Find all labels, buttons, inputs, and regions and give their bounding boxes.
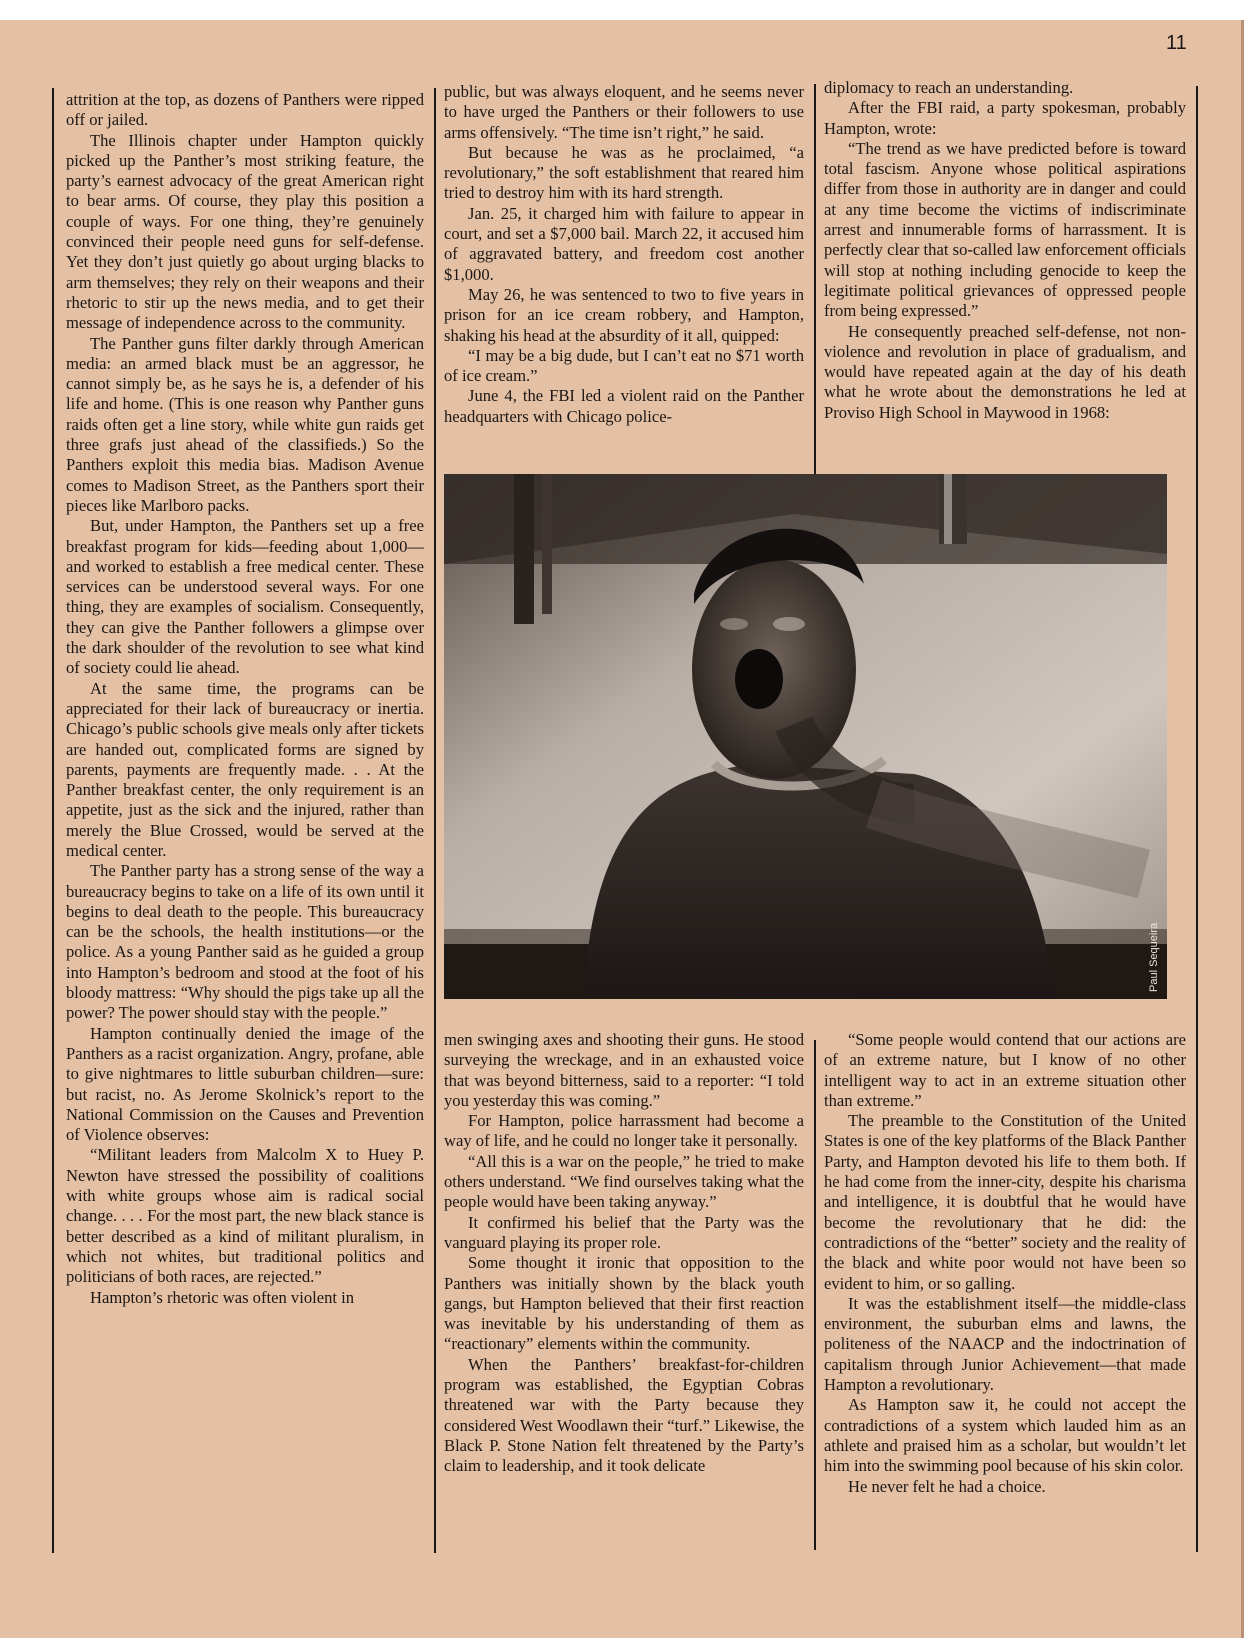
paragraph: attrition at the top, as dozens of Panthers were ripped off or jailed. (66, 90, 424, 130)
article-column-3-top (824, 78, 1186, 423)
paragraph: As Hampton saw it, he could not accept the contradictions of a system which lauded him as an athlete and praised him as a scholar, but wouldn’t let him into the swimming pool because of his skin color. (824, 1395, 1186, 1476)
paragraph: Hampton continually denied the image of the Panthers as a racist organization. Angry, profane, able to give nightmares to little suburban children—sure: but racist, no. As Jerome Skolnick’s report to the National Commission on the Causes and Prevention of Violence observes: (66, 1023, 424, 1145)
paragraph: “I may be a big dude, but I can’t eat no $71 worth of ice cream.” (444, 345, 804, 386)
article-photo (444, 474, 1167, 999)
paragraph: But because he was as he proclaimed, “a revolutionary,” the soft establishment that reared him tried to destroy him with its hard strength. (444, 142, 804, 203)
paragraph: He never felt he had a choice. (848, 1476, 1046, 1496)
paragraph: He consequently preached self-defense, not non-violence and revolution in place of gradualism, and would have repeated again at the day of his death what he wrote about the demonstrations he led at Proviso High School in Maywood in 1968: (824, 321, 1186, 422)
column-rule-1-2 (434, 88, 436, 1553)
paragraph: “The trend as we have predicted before is toward total fascism. Anyone whose political aspirations differ from those in authority are in danger and could at any time become the victims of indiscriminate arrest and innumerable forms of harrassment. It is perfectly clear that so-called law enforcement officials will stop at nothing including genocide to keep the legitimate political grievances of oppressed people from being expressed.” (824, 138, 1186, 321)
paragraph: Some thought it ironic that opposition to the Panthers was initially shown by the black youth gangs, but Hampton believed that their first reaction was inevitable by his understanding of them as “reactionary” elements within the community. (444, 1253, 804, 1354)
column-rule-right (1196, 86, 1198, 1552)
page-number: 11 (1166, 32, 1187, 54)
paragraph: Jan. 25, it charged him with failure to appear in court, and set a $7,000 bail. March 22, it accused him of aggravated battery, and freedom cost another $1,000. (444, 203, 804, 284)
photo-image (444, 474, 1167, 999)
paragraph: The preamble to the Constitution of the United States is one of the key platforms of the Black Panther Party, and Hampton devoted his life to them both. If he had come from the inner-city, despite his charisma and intelligence, it is doubtful that he would have become the revolutionary that he did: the contradictions of the “better” society and the reality of the black and white poor would not have been so evident to him, or so galling. (824, 1111, 1186, 1293)
paragraph: The Panther guns filter darkly through American media: an armed black must be an aggressor, he cannot simply be, as he says he is, a defender of his life and home. (This is one reason why Panther guns raids often get a line story, while white gun raids get three grafs just ahead of the classifieds.) So the Panthers exploit this media bias. Madison Avenue comes to Madison Street, as the Panthers sport their pieces like Marlboro packs. (66, 333, 424, 515)
paragraph: After the FBI raid, a party spokesman, probably Hampton, wrote: (824, 98, 1186, 138)
paragraph: At the same time, the programs can be appreciated for their lack of bureaucracy or inertia. Chicago’s public schools give meals only after tickets are handed out, complicated forms are signed by parents, payments are frequently made. . . At the Panther breakfast center, the only requirement is an appetite, just as the sick and the injured, rather than merely the Blue Crossed, would be served at the medical center. (66, 678, 424, 860)
paragraph: public, but was always eloquent, and he seems never to have urged the Panthers or their followers to use arms offensively. “The time isn’t right,” he said. (444, 82, 804, 142)
paragraph: May 26, he was sentenced to two to five years in prison for an ice cream robbery, and Hampton, shaking his head at the absurdity of it all, quipped: (444, 284, 804, 345)
paragraph: “Some people would contend that our actions are of an extreme nature, but I know of no other intelligent way to act in an extreme situation other than extreme.” (824, 1030, 1186, 1110)
column-rule-left (52, 88, 54, 1553)
paragraph: “Militant leaders from Malcolm X to Huey P. Newton have stressed the possibility of coalitions with white groups whose aim is radical social change. . . . For the most part, the new black stance is better described as a kind of militant pluralism, in which not whites, but traditional politics and politicians of both races, are rejected.” (66, 1145, 424, 1287)
paragraph: Hampton’s rhetoric was often violent in (90, 1287, 355, 1307)
column-rule-2-3-bottom (814, 1040, 816, 1550)
paragraph: diplomacy to reach an understanding. (824, 78, 1074, 97)
article-column-2-top (444, 82, 804, 427)
paragraph: The Panther party has a strong sense of the way a bureaucracy begins to take on a life of its own until it begins to deal death to the people. This bureaucracy can be the schools, the health institutions—or the police. As a young Panther said as he guided a group into Hampton’s bedroom and stood at the foot of his bloody mattress: “Why should the pigs take up all the power? The power should stay with the people.” (66, 861, 424, 1023)
article-column-3-bottom (824, 1030, 1186, 1497)
paragraph: But, under Hampton, the Panthers set up a free breakfast program for kids—feeding about 1,000—and worked to establish a free medical center. These services can be understood several ways. For one thing, they are examples of socialism. Consequently, they can give the Panther followers a glimpse over the dark shoulder of the revolution to see what kind of society could lie ahead. (66, 516, 424, 678)
paragraph: “All this is a war on the people,” he tried to make others understand. “We find ourselves taking what the people would have been taking anyway.” (444, 1151, 804, 1212)
article-column-2-bottom (444, 1030, 804, 1477)
photo-credit: Paul Sequeira (1148, 922, 1160, 992)
paragraph: When the Panthers’ breakfast-for-children program was established, the Egyptian Cobras threatened war with the Party because they considered West Woodlawn their “turf.” Likewise, the Black P. Stone Nation felt threatened by the Party’s claim to leadership, and it took delicate (444, 1354, 804, 1476)
paragraph: June 4, the FBI led a violent raid on the Panther headquarters with Chicago police- (444, 386, 804, 426)
paragraph: It confirmed his belief that the Party was the vanguard playing its proper role. (444, 1212, 804, 1252)
column-rule-2-3-top (814, 84, 816, 476)
paragraph: men swinging axes and shooting their guns. He stood surveying the wreckage, and in an exhausted voice that was beyond bitterness, said to a reporter: “I told you yesterday this was coming.” (444, 1030, 804, 1110)
paragraph: It was the establishment itself—the middle-class environment, the suburban elms and lawns, the politeness of the NAACP and the indoctrination of capitalism through Junior Achievement—that made Hampton a revolutionary. (824, 1293, 1186, 1395)
article-column-1 (66, 90, 424, 1308)
paragraph: The Illinois chapter under Hampton quickly picked up the Panther’s most striking feature, the party’s earnest advocacy of the great American right to bear arms. Of course, they play this position a couple of ways. For one thing, they’re genuinely convinced their people need guns for self-defense. Yet they don’t just quietly go about urging blacks to arm themselves; they rely on their weapons and their rhetoric to stir up the news media, and to get their message of independence across to the community. (66, 130, 424, 333)
paragraph: For Hampton, police harrassment had become a way of life, and he could no longer take it personally. (444, 1111, 804, 1151)
